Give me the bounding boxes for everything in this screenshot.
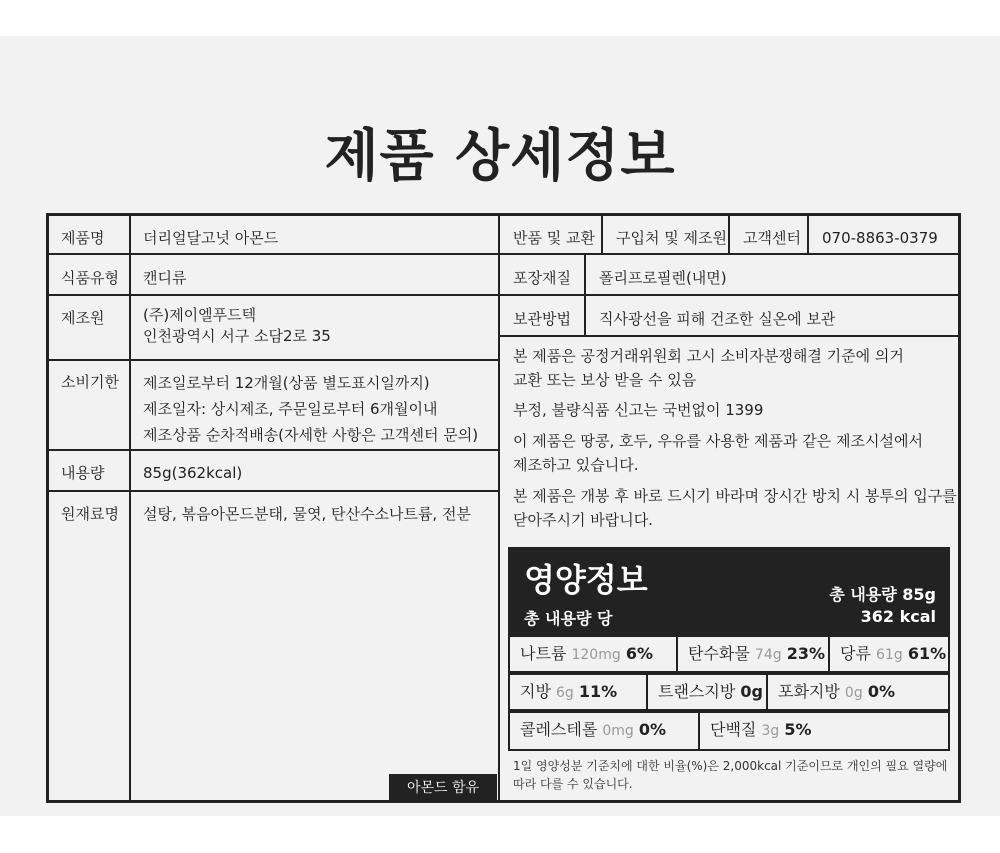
label-food-type: 식품유형 [61, 269, 119, 287]
nutrition-title: 영양정보 [524, 561, 648, 599]
row-divider [46, 490, 499, 492]
label-manufacturer: 제조원 [61, 309, 105, 327]
nutrient-fat: 지방 6g 11% [508, 673, 648, 711]
nutrition-total-weight: 총 내용량 85g [829, 585, 936, 604]
manufacturer-address: 인천광역시 서구 소담2로 35 [143, 327, 331, 345]
nutrient-sugars: 당류 61g 61% [828, 635, 950, 673]
nutrition-header [508, 547, 950, 635]
nutrient-trans-fat: 트랜스지방 0g [646, 673, 768, 711]
label-product-name: 제품명 [61, 229, 105, 247]
row-divider [498, 335, 961, 337]
label-volume: 내용량 [61, 464, 105, 482]
label-expiry: 소비기한 [61, 373, 119, 391]
nutrition-facts [508, 547, 950, 751]
row-divider [46, 253, 499, 255]
manufacturer-name: (주)제이엘푸드텍 [143, 306, 257, 324]
col-divider [807, 213, 809, 254]
nutrient-carbs: 탄수화물 74g 23% [676, 635, 830, 673]
customer-center-phone: 070-8863-0379 [822, 229, 938, 247]
value-ingredients: 설탕, 볶음아몬드분태, 물엿, 탄산수소나트륨, 전분 [143, 505, 471, 523]
value-food-type: 캔디류 [143, 269, 187, 287]
nutrition-total [829, 584, 936, 628]
expiry-line: 제조일로부터 12개월(상품 별도표시일까지) [143, 374, 430, 392]
notice-allergen: 이 제품은 땅콩, 호두, 우유를 사용한 제품과 같은 제조시설에서 제조하고 있습니다. [513, 432, 923, 474]
col-divider [584, 253, 586, 335]
nutrient-cholesterol: 콜레스테롤 0mg 0% [508, 711, 700, 751]
expiry-line: 제조상품 순차적배송(자세한 사항은 고객센터 문의) [143, 426, 479, 444]
page-title: 제품 상세정보 [324, 124, 676, 189]
expiry-line: 제조일자: 상시제조, 주문일로부터 6개월이내 [143, 400, 438, 418]
center-divider [498, 213, 500, 803]
notice-storage-after-open: 본 제품은 개봉 후 바로 드시기 바라며 장시간 방치 시 봉투의 입구를 닫아주시기 바랍니다. [513, 487, 957, 529]
col-divider [601, 213, 603, 254]
label-customer-center: 고객센터 [743, 229, 801, 247]
value-returns: 구입처 및 제조원 [616, 229, 727, 247]
notice-report: 부정, 불량식품 신고는 국번없이 1399 [513, 401, 764, 419]
label-packaging: 포장재질 [513, 269, 571, 287]
row-divider [498, 294, 961, 296]
value-packaging: 폴리프로필렌(내면) [599, 269, 727, 287]
nutrition-total-kcal: 362 kcal [860, 607, 936, 626]
label-ingredients: 원재료명 [61, 505, 119, 523]
value-storage: 직사광선을 피해 건조한 실온에 보관 [599, 310, 836, 328]
nutrient-sodium: 나트륨 120mg 6% [508, 635, 678, 673]
value-volume: 85g(362kcal) [143, 464, 243, 482]
value-manufacturer [131, 296, 331, 347]
nutrition-footnote: 1일 영양성분 기준치에 대한 비율(%)은 2,000kcal 기준이므로 개인의 필요 열량에 따라 다를 수 있습니다. [513, 759, 948, 791]
notice-consumer-dispute: 본 제품은 공정거래위원회 고시 소비자분쟁해결 기준에 의거 교환 또는 보상 받을 수 있음 [513, 347, 904, 389]
nutrient-protein: 단백질 3g 5% [698, 711, 950, 751]
label-returns: 반품 및 교환 [513, 229, 595, 247]
value-expiry [131, 361, 478, 448]
almond-badge: 아몬드 함유 [389, 774, 497, 802]
row-divider [46, 449, 499, 451]
col-divider [728, 213, 730, 254]
nutrient-saturated-fat: 포화지방 0g 0% [766, 673, 950, 711]
value-product-name: 더리얼달고넛 아몬드 [143, 229, 279, 247]
label-storage: 보관방법 [513, 310, 571, 328]
nutrition-per: 총 내용량 당 [524, 609, 613, 628]
